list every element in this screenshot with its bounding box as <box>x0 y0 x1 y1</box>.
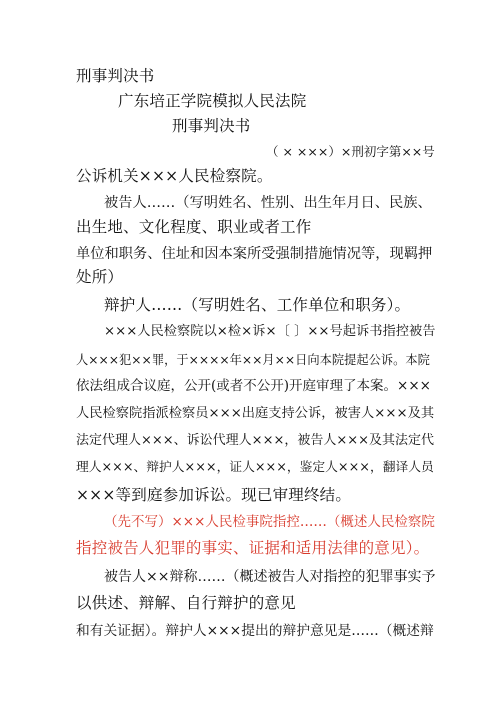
document-title: 刑事判决书 <box>172 117 251 135</box>
body-line: 被告人××辩称……（概述被告人对指控的犯罪事实予 <box>104 569 436 585</box>
court-name: 广东培正学院模拟人民法院 <box>118 92 307 110</box>
body-line: 和有关证据）。辩护人×××提出的辩护意见是……（概述辩 <box>76 623 434 639</box>
body-line: 人民检察院指派检察员×××出庭支持公诉，被害人×××及其 <box>76 406 435 421</box>
body-line-highlighted: （先不写）×××人民检事院指控……（概述人民检察院 <box>104 514 435 530</box>
body-line: ×××等到庭参加诉讼。现已审理终结。 <box>76 486 352 504</box>
header-title: 刑事判决书 <box>76 67 155 85</box>
body-line: 公诉机关×××人民检察院。 <box>76 167 273 185</box>
body-line-highlighted: 指控被告人犯罪的事实、证据和适用法律的意见）。 <box>76 539 430 557</box>
body-line: 辩护人……（写明姓名、工作单位和职务）。 <box>104 296 411 314</box>
body-line: 处所） <box>76 268 124 286</box>
body-line: 理人×××、辩护人×××，证人×××，鉴定人×××，翻译人员 <box>76 460 434 475</box>
body-line: 被告人……（写明姓名、性别、出生年月日、民族、 <box>104 195 432 211</box>
body-line: 出生地、文化程度、职业或者工作 <box>76 218 312 236</box>
body-line: 依法组成合议庭，公开(或者不公开)开庭审理了本案。××× <box>76 378 431 394</box>
body-line: ×××人民检察院以×检×诉×〔 〕××号起诉书指控被告 <box>104 324 436 339</box>
body-line: 法定代理人×××、诉讼代理人×××，被告人×××及其法定代 <box>76 433 435 448</box>
body-line: 单位和职务、住址和因本案所受强制措施情况等，现羁押 <box>76 246 433 262</box>
body-line: 人×××犯××罪，于××××年××月××日向本院提起公诉。本院 <box>76 353 430 367</box>
case-number: （ × ×××）×刑初字第××号 <box>266 144 435 159</box>
body-line: 以供述、辩解、自行辩护的意见 <box>76 594 296 612</box>
